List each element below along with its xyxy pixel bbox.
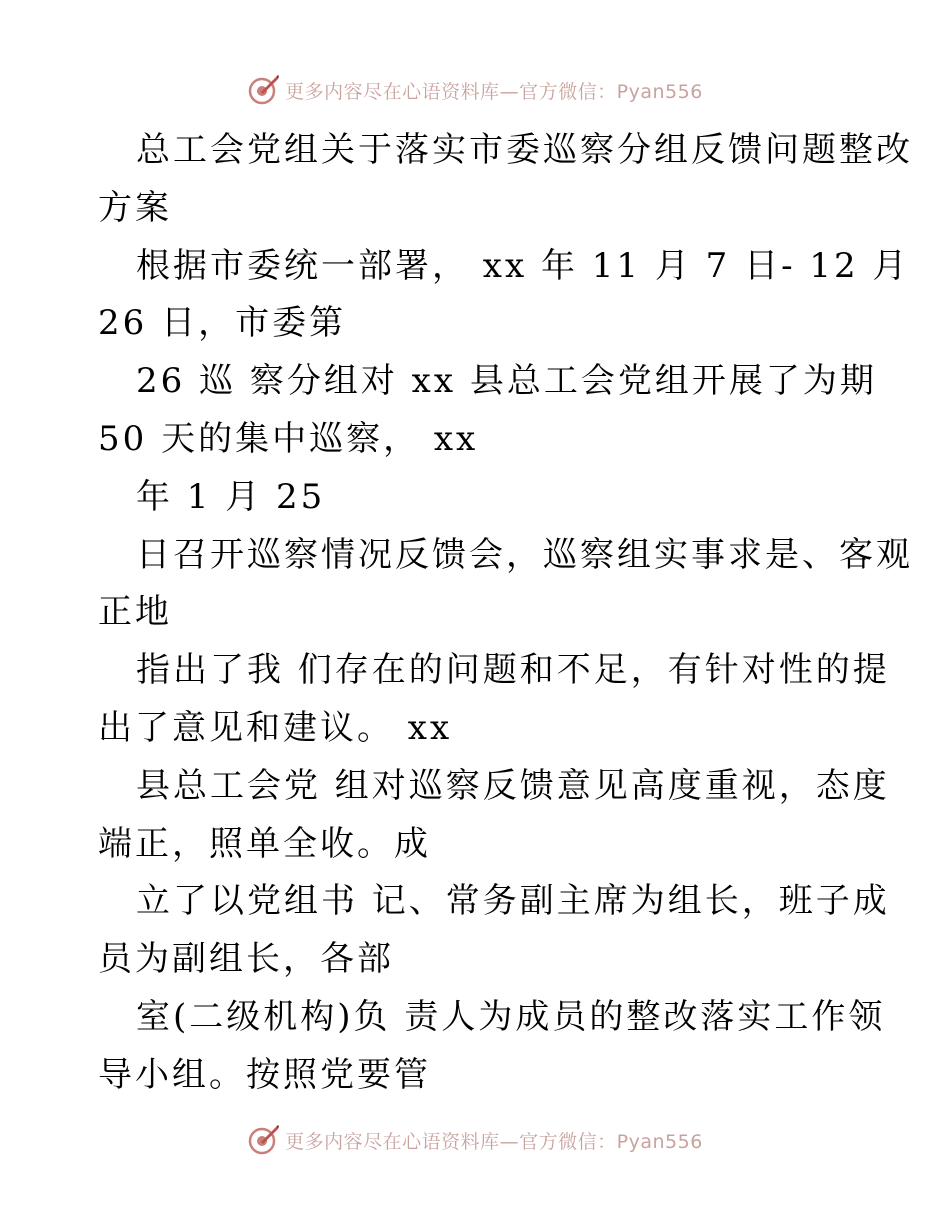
watermark-text: 更多内容尽在心语资料库—官方微信：Pyan556 [285,1130,703,1153]
text-line: 正地 [98,592,172,633]
document-body [98,122,913,1105]
text-line: 50 天的集中巡察， xx [98,418,479,459]
text-line: 室(二级机构)负 责人为成员的整改落实工作领 [136,996,886,1037]
pen-logo-icon [247,1124,279,1156]
text-line: 端正，照单全收。成 [98,823,431,864]
footer-watermark [0,1120,950,1160]
text-line: 员为副组长，各部 [98,939,394,980]
text-line: 导小组。按照党要管 [98,1054,431,1095]
text-line: 指出了我 们存在的问题和不足，有针对性的提 [136,650,890,691]
text-line: 方案 [98,187,172,228]
watermark-text: 更多内容尽在心语资料库—官方微信：Pyan556 [285,80,703,103]
text-line: 日召开巡察情况反馈会，巡察组实事求是、客观 [136,534,913,575]
text-line: 出了意见和建议。 xx [98,707,453,748]
pen-logo-icon [247,74,279,106]
header-watermark [0,70,950,110]
text-line: 26 巡 察分组对 xx 县总工会党组开展了为期 [136,361,877,402]
text-line: 立了以党组书 记、常务副主席为组长，班子成 [136,881,890,922]
text-line: 县总工会党 组对巡察反馈意见高度重视，态度 [136,765,890,806]
text-line: 年 1 月 25 [136,476,326,517]
text-line: 总工会党组关于落实市委巡察分组反馈问题整改 [136,130,913,170]
text-line: 26 日，市委第 [98,303,347,344]
text-line: 根据市委统一部署， xx 年 11 月 7 日- 12 月 [136,245,910,286]
